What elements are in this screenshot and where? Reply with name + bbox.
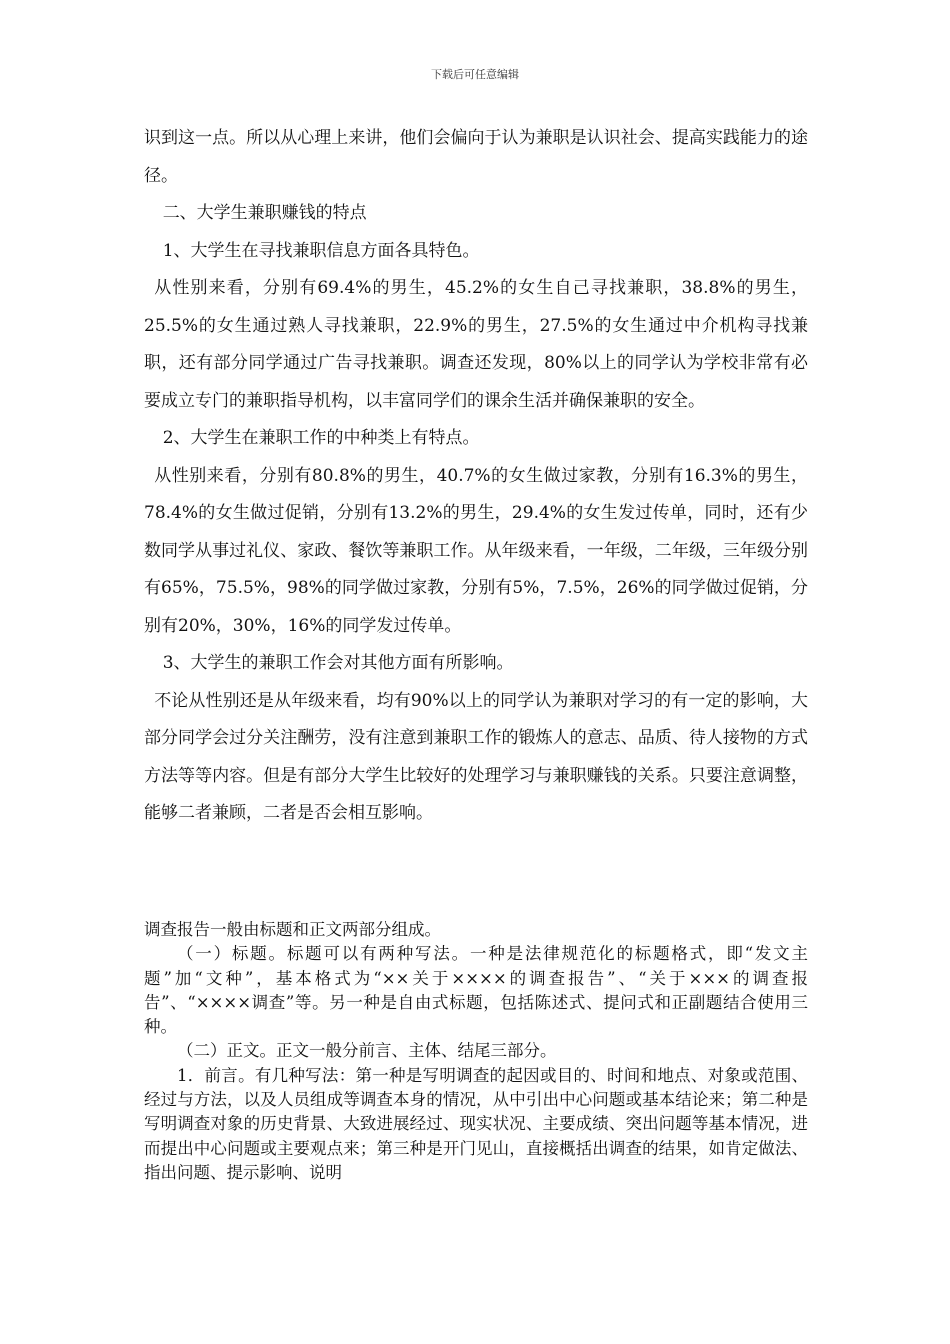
paragraph: 从性别来看，分别有80.8%的男生，40.7%的女生做过家教，分别有16.3%的男生，78.4%的女生做过促销，分别有13.2%的男生，29.4%的女生发过传单，同时，还有少数同学从事过礼仪、家政、餐饮等兼职工作。从年级来看，一年级，二年级，三年级分别有65%，75.5%，98%的同学做过家教，分别有5%，7.5%，26%的同学做过促销，分别有20%，30%，16%的同学发过传单。	[144, 465, 808, 636]
body-section-report-format	[144, 918, 808, 1185]
paragraph: 识到这一点。所以从心理上来讲，他们会偏向于认为兼职是认识社会、提高实践能力的途径。	[144, 128, 808, 186]
paragraph: （一）标题。标题可以有两种写法。一种是法律规范化的标题格式，即“发文主题”加“文种”，基本格式为“××关于××××的调查报告”、“关于×××的调查报告”、“××××调查”等。另一种是自由式标题，包括陈述式、提问式和正副题结合使用三种。	[144, 944, 808, 1037]
subheading: 2、大学生在兼职工作的中种类上有特点。	[162, 428, 480, 448]
subheading: 1、大学生在寻找兼职信息方面各具特色。	[162, 240, 480, 261]
page-header-note: 下载后可任意编辑	[431, 68, 519, 81]
paragraph: （二）正文。正文一般分前言、主体、结尾三部分。	[177, 1041, 557, 1061]
paragraph: 调查报告一般由标题和正文两部分组成。	[144, 920, 441, 939]
paragraph: 不论从性别还是从年级来看，均有90%以上的同学认为兼职对学习的有一定的影响，大部分同学会过分关注酬劳，没有注意到兼职工作的锻炼人的意志、品质、待人接物的方式方法等等内容。但是有部分大学生比较好的处理学习与兼职赚钱的关系。只要注意调整，能够二者兼顾，二者是否会相互影响。	[144, 690, 808, 823]
subheading: 3、大学生的兼职工作会对其他方面有所影响。	[162, 653, 514, 673]
section-heading: 二、大学生兼职赚钱的特点	[162, 203, 367, 223]
paragraph: 从性别来看，分别有69.4%的男生，45.2%的女生自己寻找兼职，38.8%的男生，25.5%的女生通过熟人寻找兼职，22.9%的男生，27.5%的女生通过中介机构寻找兼职，还有部分同学通过广告寻找兼职。调查还发现，80%以上的同学认为学校非常有必要成立专门的兼职指导机构，以丰富同学们的课余生活并确保兼职的安全。	[144, 278, 808, 411]
paragraph: 1．前言。有几种写法：第一种是写明调查的起因或目的、时间和地点、对象或范围、经过与方法，以及人员组成等调查本身的情况，从中引出中心问题或基本结论来；第二种是写明调查对象的历史背景、大致进展经过、现实状况、主要成绩、突出问题等基本情况，进而提出中心问题或主要观点来；第三种是开门见山，直接概括出调查的结果，如肯定做法、指出问题、提示影响、说明	[144, 1065, 808, 1182]
body-section-survey	[144, 120, 808, 833]
